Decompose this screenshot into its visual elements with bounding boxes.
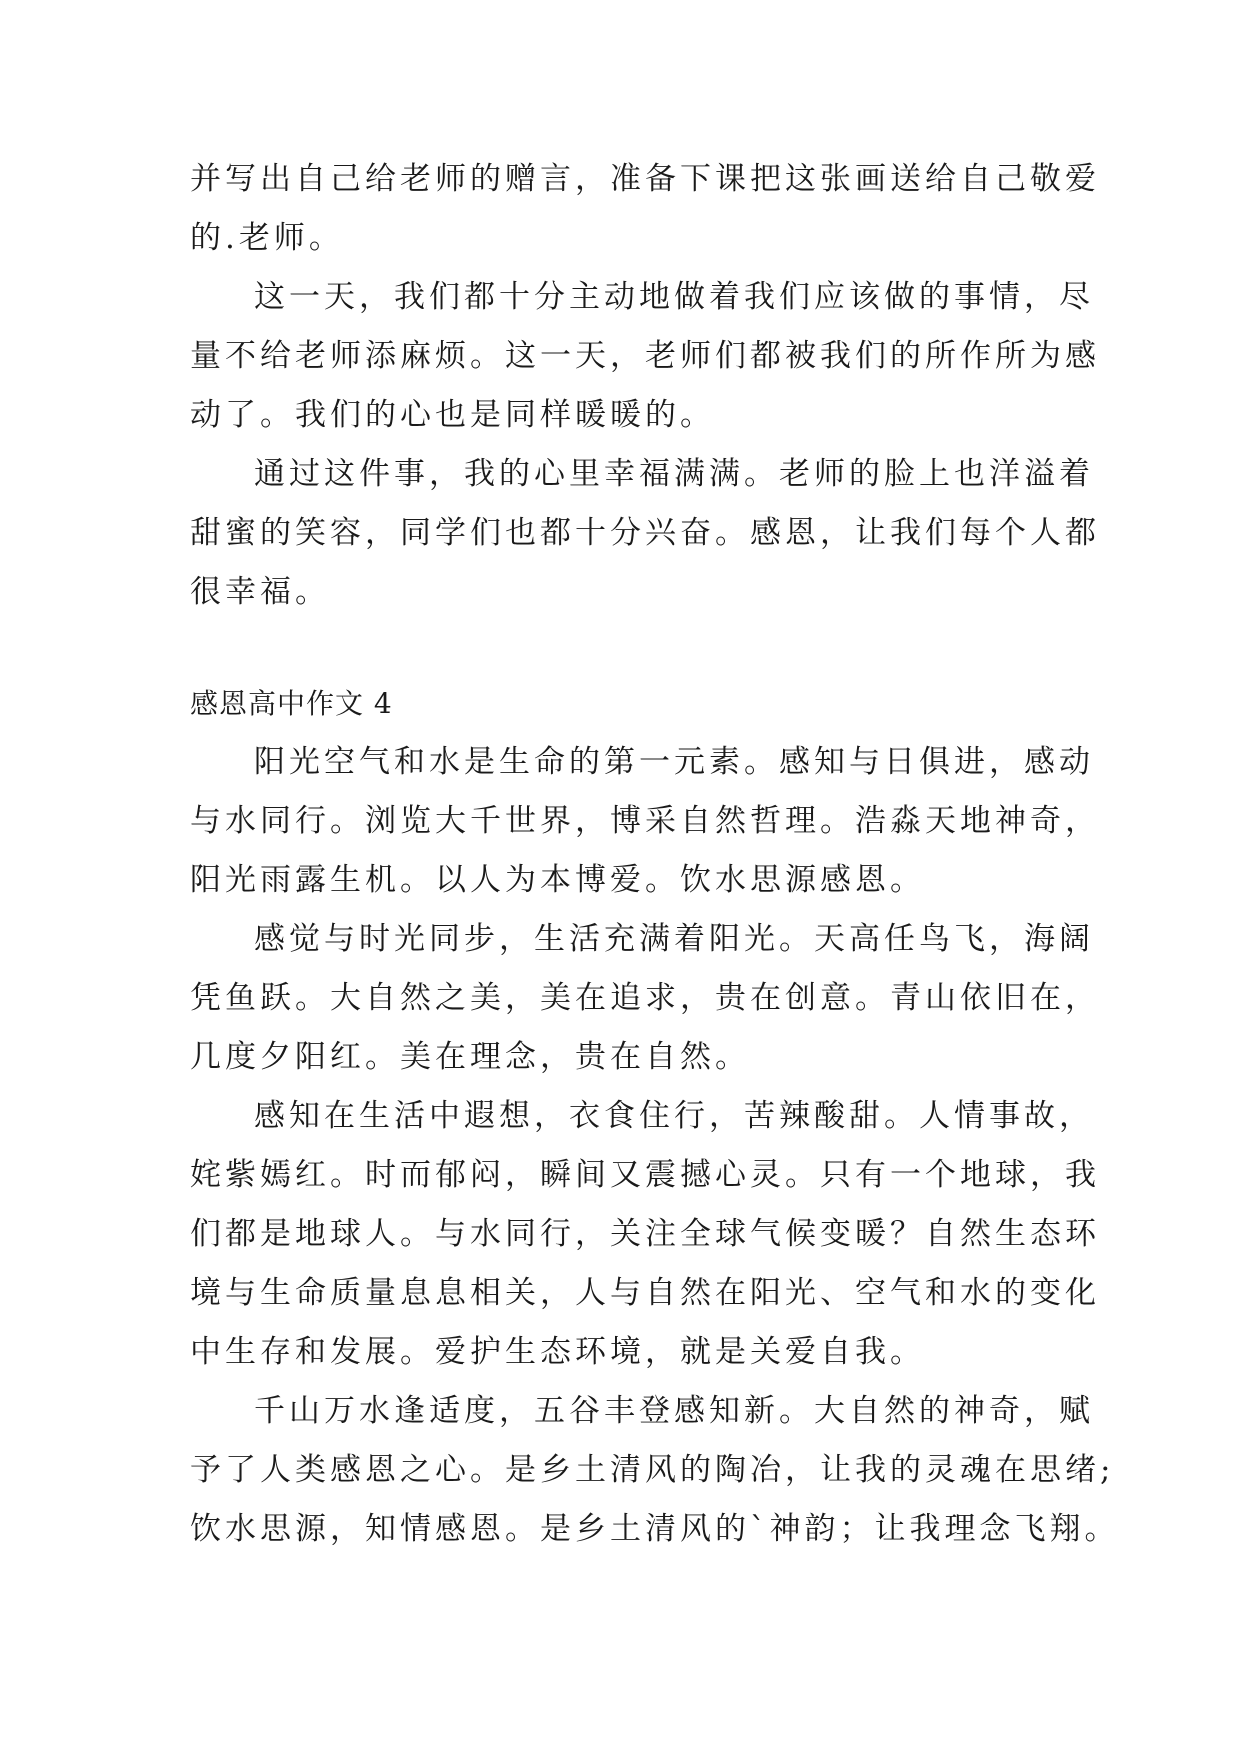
text-line: 很幸福。 bbox=[190, 574, 330, 610]
text-line: 予了人类感恩之心。是乡土清风的陶冶，让我的灵魂在思绪; bbox=[190, 1452, 1115, 1488]
text-line: 通过这件事，我的心里幸福满满。老师的脸上也洋溢着 bbox=[254, 456, 1094, 492]
text-line: 量不给老师添麻烦。这一天，老师们都被我们的所作所为感 bbox=[190, 338, 1100, 374]
text-line: 几度夕阳红。美在理念，贵在自然。 bbox=[190, 1039, 750, 1075]
section-heading: 感恩高中作文 4 bbox=[190, 687, 393, 720]
text-line: 感觉与时光同步，生活充满着阳光。天高任鸟飞，海阔 bbox=[254, 921, 1094, 957]
text-line: 们都是地球人。与水同行，关注全球气候变暖？自然生态环 bbox=[190, 1216, 1100, 1252]
paragraph bbox=[190, 1382, 1120, 1559]
text-line: 与水同行。浏览大千世界，博采自然哲理。浩淼天地神奇， bbox=[190, 803, 1100, 839]
text-line: 甜蜜的笑容，同学们也都十分兴奋。感恩，让我们每个人都 bbox=[190, 515, 1100, 551]
text-line: 并写出自己给老师的赠言，准备下课把这张画送给自己敬爱 bbox=[190, 161, 1100, 197]
text-line: 姹紫嫣红。时而郁闷，瞬间又震撼心灵。只有一个地球，我 bbox=[190, 1157, 1100, 1193]
text-line: 境与生命质量息息相关，人与自然在阳光、空气和水的变化 bbox=[190, 1275, 1100, 1311]
text-line: 动了。我们的心也是同样暖暖的。 bbox=[190, 397, 715, 433]
paragraph bbox=[190, 268, 1100, 445]
document-page bbox=[190, 150, 1120, 1559]
text-line: 饮水思源，知情感恩。是乡土清风的`神韵；让我理念飞翔。 bbox=[190, 1511, 1120, 1547]
text-line: 阳光空气和水是生命的第一元素。感知与日俱进，感动 bbox=[254, 744, 1094, 780]
paragraph bbox=[190, 150, 1100, 268]
text-line: 中生存和发展。爱护生态环境，就是关爱自我。 bbox=[190, 1334, 925, 1370]
paragraph bbox=[190, 445, 1100, 622]
text-line: 凭鱼跃。大自然之美，美在追求，贵在创意。青山依旧在， bbox=[190, 980, 1100, 1016]
paragraph bbox=[190, 733, 1100, 910]
text-line: 千山万水逢适度，五谷丰登感知新。大自然的神奇，赋 bbox=[254, 1393, 1094, 1429]
text-line: 感知在生活中遐想，衣食住行，苦辣酸甜。人情事故， bbox=[254, 1098, 1094, 1134]
text-line: 阳光雨露生机。以人为本博爱。饮水思源感恩。 bbox=[190, 862, 925, 898]
paragraph bbox=[190, 910, 1100, 1087]
text-line: 这一天，我们都十分主动地做着我们应该做的事情，尽 bbox=[254, 279, 1094, 315]
text-line: 的.老师。 bbox=[190, 220, 344, 256]
paragraph bbox=[190, 1087, 1100, 1382]
